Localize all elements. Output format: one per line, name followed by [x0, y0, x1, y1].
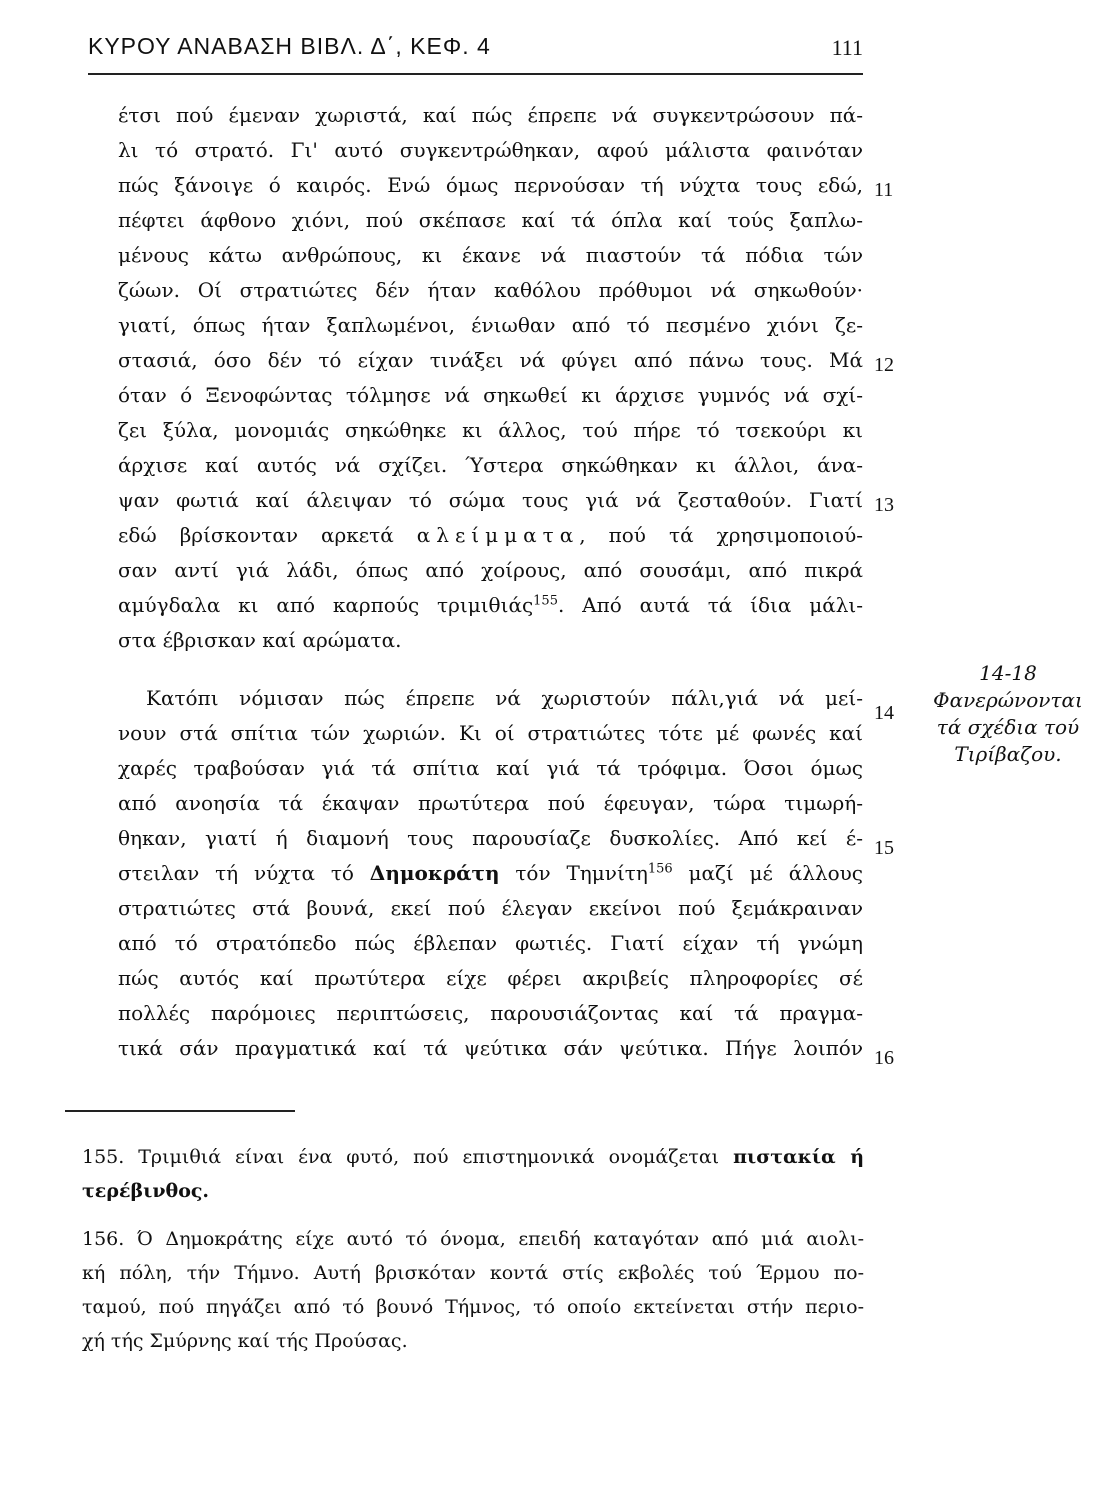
text-line: σαν αντί γιά λάδι, όπως από χοίρους, από σουσάμι, από πικρά [118, 558, 863, 582]
bold-term: πιστακία ή [733, 1146, 865, 1168]
paragraph-1 [118, 98, 863, 658]
text-segment: εδώ βρίσκονταν αρκετά [118, 523, 417, 547]
main-text [118, 98, 863, 1066]
section-number: 15 [874, 837, 894, 859]
footnote-155 [82, 1140, 864, 1208]
text-line: από τό στρατόπεδο πώς έβλεπαν φωτιές. Γιατί είχαν τή γνώμη [118, 931, 863, 955]
text-line: τικά σάν πραγματικά καί τά ψεύτικα σάν ψεύτικα. Πήγε λοιπόν [118, 1036, 863, 1060]
bold-name: Δημοκράτη [369, 861, 500, 885]
text-line [118, 856, 863, 891]
text-line: στρατιώτες στά βουνά, εκεί πού έλεγαν εκείνοι πού ξεμάκραιναν [118, 896, 863, 920]
section-number: 12 [874, 354, 894, 376]
text-line: όταν ό Ξενοφώντας τόλμησε νά σηκωθεί κι άρχισε γυμνός νά σχί- [118, 383, 863, 407]
text-line [118, 518, 863, 553]
footnote-line: κή πόλη, τήν Τήμνο. Αυτή βρισκόταν κοντά στίς εκβολές τού Έρμου πο- [82, 1262, 864, 1284]
footnote-line: χή τής Σμύρνης καί τής Προύσας. [82, 1330, 408, 1352]
footnotes [82, 1140, 864, 1372]
footnote-line: ταμού, πού πηγάζει από τό βουνό Τήμνος, τό οποίο εκτείνεται στήν περιο- [82, 1296, 864, 1318]
text-line: πώς ξάνοιγε ό καιρός. Ενώ όμως περνούσαν τή νύχτα τους εδώ, [118, 173, 863, 197]
text-segment: μαζί μέ άλλους [672, 861, 863, 885]
margin-note-range: 14-18 [979, 661, 1037, 685]
text-line: έτσι πού έμεναν χωριστά, καί πώς έπρεπε νά συγκεντρώσουν πά- [118, 103, 863, 127]
footnote-line: τερέβινθος. [82, 1180, 210, 1202]
text-line: θηκαν, γιατί ή διαμονή τους παρουσίαζε δυσκολίες. Από κεί έ- [118, 826, 863, 850]
section-number: 13 [874, 494, 894, 516]
text-line: μένους κάτω ανθρώπους, κι έκανε νά πιαστούν τά πόδια τών [118, 243, 863, 267]
text-line [118, 588, 863, 623]
spaced-term: αλείμματα [416, 523, 580, 547]
header-rule [88, 73, 863, 75]
page-number: 111 [831, 35, 863, 60]
footnote-rule [65, 1110, 295, 1112]
footnote-156 [82, 1222, 864, 1358]
text-segment: στειλαν τή νύχτα τό [118, 861, 370, 885]
margin-note-line: τά σχέδια τού [936, 715, 1080, 739]
text-segment: αμύγδαλα κι από καρπούς τριμιθιάς [118, 593, 534, 617]
text-line: στα έβρισκαν καί αρώματα. [118, 628, 402, 652]
section-number: 14 [874, 702, 894, 724]
text-segment: τόν Τημνίτη [499, 861, 648, 885]
text-line: γιατί, όπως ήταν ξαπλωμένοι, ένιωθαν από τό πεσμένο χιόνι ζε- [118, 313, 863, 337]
text-line: ζει ξύλα, μονομιάς σηκώθηκε κι άλλος, τού πήρε τό τσεκούρι κι [118, 418, 863, 442]
text-segment: . Από αυτά τά ίδια μάλι- [557, 593, 863, 617]
text-line: ψαν φωτιά καί άλειψαν τό σώμα τους γιά νά ζεσταθούν. Γιατί [118, 488, 863, 512]
text-line: πέφτει άφθονο χιόνι, πού σκέπασε καί τά όπλα καί τούς ξαπλω- [118, 208, 863, 232]
footnote-ref-156[interactable]: 156 [647, 861, 673, 877]
text-segment: , πού τά χρησιμοποιού- [579, 523, 863, 547]
text-line: άρχισε καί αυτός νά σχίζει. Ύστερα σηκώθηκαν κι άλλοι, άνα- [118, 453, 863, 477]
text-segment: 155. Τριμιθιά είναι ένα φυτό, πού επιστημονικά ονομάζεται [82, 1146, 734, 1168]
text-line: νουν στά σπίτια τών χωριών. Κι οί στρατιώτες τότε μέ φωνές καί [118, 721, 863, 745]
text-line: στασιά, όσο δέν τό είχαν τινάξει νά φύγει από πάνω τους. Μά [118, 348, 863, 372]
text-line: πώς αυτός καί πρωτύτερα είχε φέρει ακριβείς πληροφορίες σέ [118, 966, 863, 990]
footnote-ref-155[interactable]: 155 [533, 593, 558, 609]
text-line: Κατόπι νόμισαν πώς έπρεπε νά χωριστούν πάλι,γιά νά μεί- [146, 686, 863, 710]
footnote-line [82, 1140, 864, 1174]
section-number: 11 [874, 179, 894, 201]
margin-note-line: Φανερώνονται [933, 688, 1083, 712]
footnote-line: 156. Ό Δημοκράτης είχε αυτό τό όνομα, επειδή καταγόταν από μιά αιολι- [82, 1228, 864, 1250]
text-line: λι τό στρατό. Γι' αυτό συγκεντρώθηκαν, αφού μάλιστα φαινόταν [118, 138, 863, 162]
margin-note-line: Τιρίβαζου. [954, 742, 1062, 766]
margin-note [918, 660, 1098, 768]
paragraph-2 [118, 681, 863, 1066]
text-line: ζώων. Οί στρατιώτες δέν ήταν καθόλου πρόθυμοι νά σηκωθούν· [118, 278, 863, 302]
text-line: από ανοησία τά έκαψαν πρωτύτερα πού έφευγαν, τώρα τιμωρή- [118, 791, 863, 815]
text-line: χαρές τραβούσαν γιά τά σπίτια καί γιά τά τρόφιμα. Όσοι όμως [118, 756, 863, 780]
page-header [88, 32, 863, 72]
running-title: ΚΥΡΟΥ ΑΝΑΒΑΣΗ ΒΙΒΛ. Δ΄, ΚΕΦ. 4 [88, 33, 491, 59]
text-line: πολλές παρόμοιες περιπτώσεις, παρουσιάζοντας καί τά πραγμα- [118, 1001, 863, 1025]
section-number: 16 [874, 1047, 894, 1069]
